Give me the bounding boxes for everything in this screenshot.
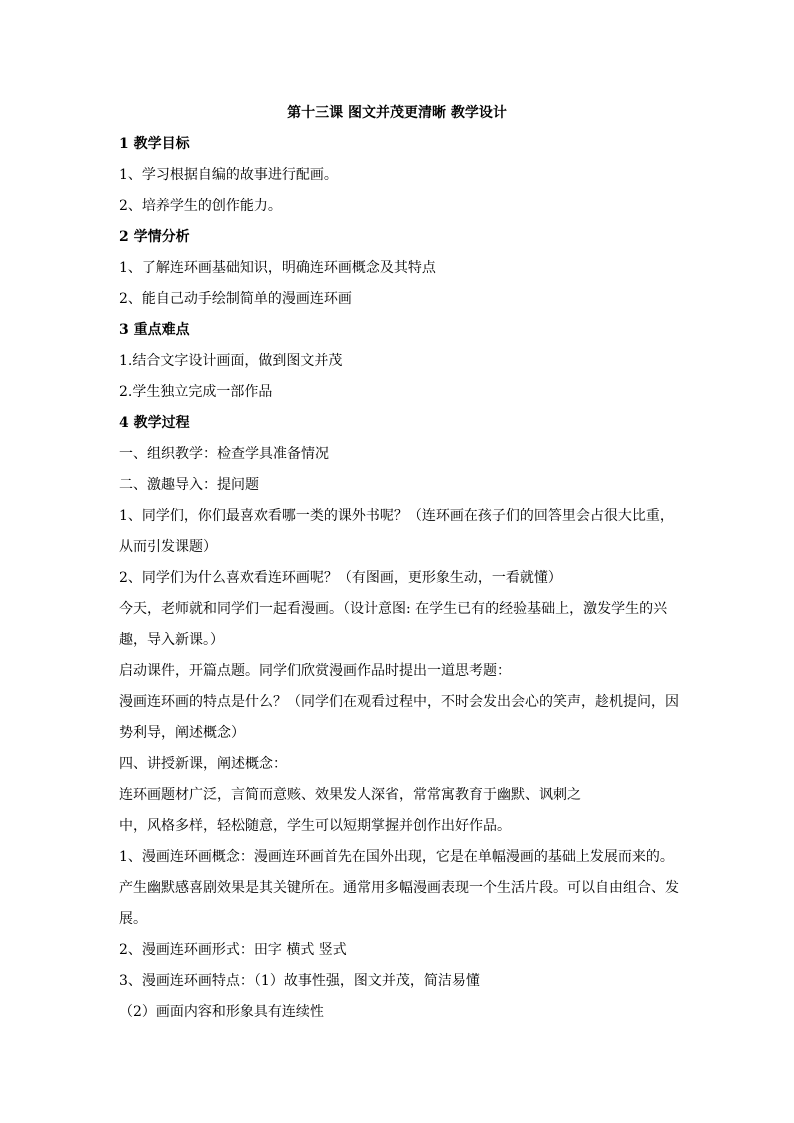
paragraph-line: 1.结合文字设计画面，做到图文并茂 [119,353,343,369]
paragraph-line: 2.学生独立完成一部作品 [119,384,273,400]
paragraph-line: 1、漫画连环画概念：漫画连环画首先在国外出现，它是在单幅漫画的基础上发展而来的。 [119,849,674,865]
paragraph-line: 趣，导入新课。） [119,632,224,648]
paragraph-line: 一、组织教学：检查学具准备情况 [119,446,329,462]
paragraph-line: 1、同学们，你们最喜欢看哪一类的课外书呢？（连环画在孩子们的回答里会占很大比重， [119,508,674,524]
section-heading-analysis: 2 学情分析 [119,229,190,245]
paragraph-line: 四、讲授新课，阐述概念： [119,756,287,772]
paragraph-line: 2、能自己动手绘制简单的漫画连环画 [119,291,352,307]
paragraph-line: 2、同学们为什么喜欢看连环画呢？（有图画，更形象生动，一看就懂） [119,570,562,586]
paragraph-line: 展。 [119,911,147,927]
paragraph-line: （2）画面内容和形象具有连续性 [119,1004,324,1020]
paragraph-line: 启动课件，开篇点题。同学们欣赏漫画作品时提出一道思考题： [119,663,511,679]
paragraph-line: 1、学习根据自编的故事进行配画。 [119,167,338,183]
section-heading-goals: 1 教学目标 [119,136,190,152]
paragraph-line: 1、了解连环画基础知识，明确连环画概念及其特点 [119,260,436,276]
paragraph-line: 从而引发课题） [119,539,217,555]
paragraph-line: 2、漫画连环画形式：田字 横式 竖式 [119,942,347,958]
document-title: 第十三课 图文并茂更清晰 教学设计 [287,105,507,121]
paragraph-line: 2、培养学生的创作能力。 [119,198,282,214]
section-heading-process: 4 教学过程 [119,415,190,431]
paragraph-line: 中，风格多样，轻松随意，学生可以短期掌握并创作出好作品。 [119,818,511,834]
section-heading-key-points: 3 重点难点 [119,322,190,338]
paragraph-line: 二、激趣导入：提问题 [119,477,259,493]
paragraph-line: 产生幽默感喜剧效果是其关键所在。通常用多幅漫画表现一个生活片段。可以自由组合、发 [119,880,679,896]
paragraph-line: 漫画连环画的特点是什么？（同学们在观看过程中，不时会发出会心的笑声，趁机提问，因 [119,694,679,710]
paragraph-line: 今天，老师就和同学们一起看漫画。（设计意图: 在学生已有的经验基础上，激发学生的兴 [119,601,668,617]
paragraph-line: 连环画题材广泛，言简而意赅、效果发人深省，常常寓教育于幽默、讽刺之 [119,787,581,803]
paragraph-line: 势利导，阐述概念） [119,725,245,741]
paragraph-line: 3、漫画连环画特点：（1）故事性强，图文并茂，简洁易懂 [119,973,480,989]
